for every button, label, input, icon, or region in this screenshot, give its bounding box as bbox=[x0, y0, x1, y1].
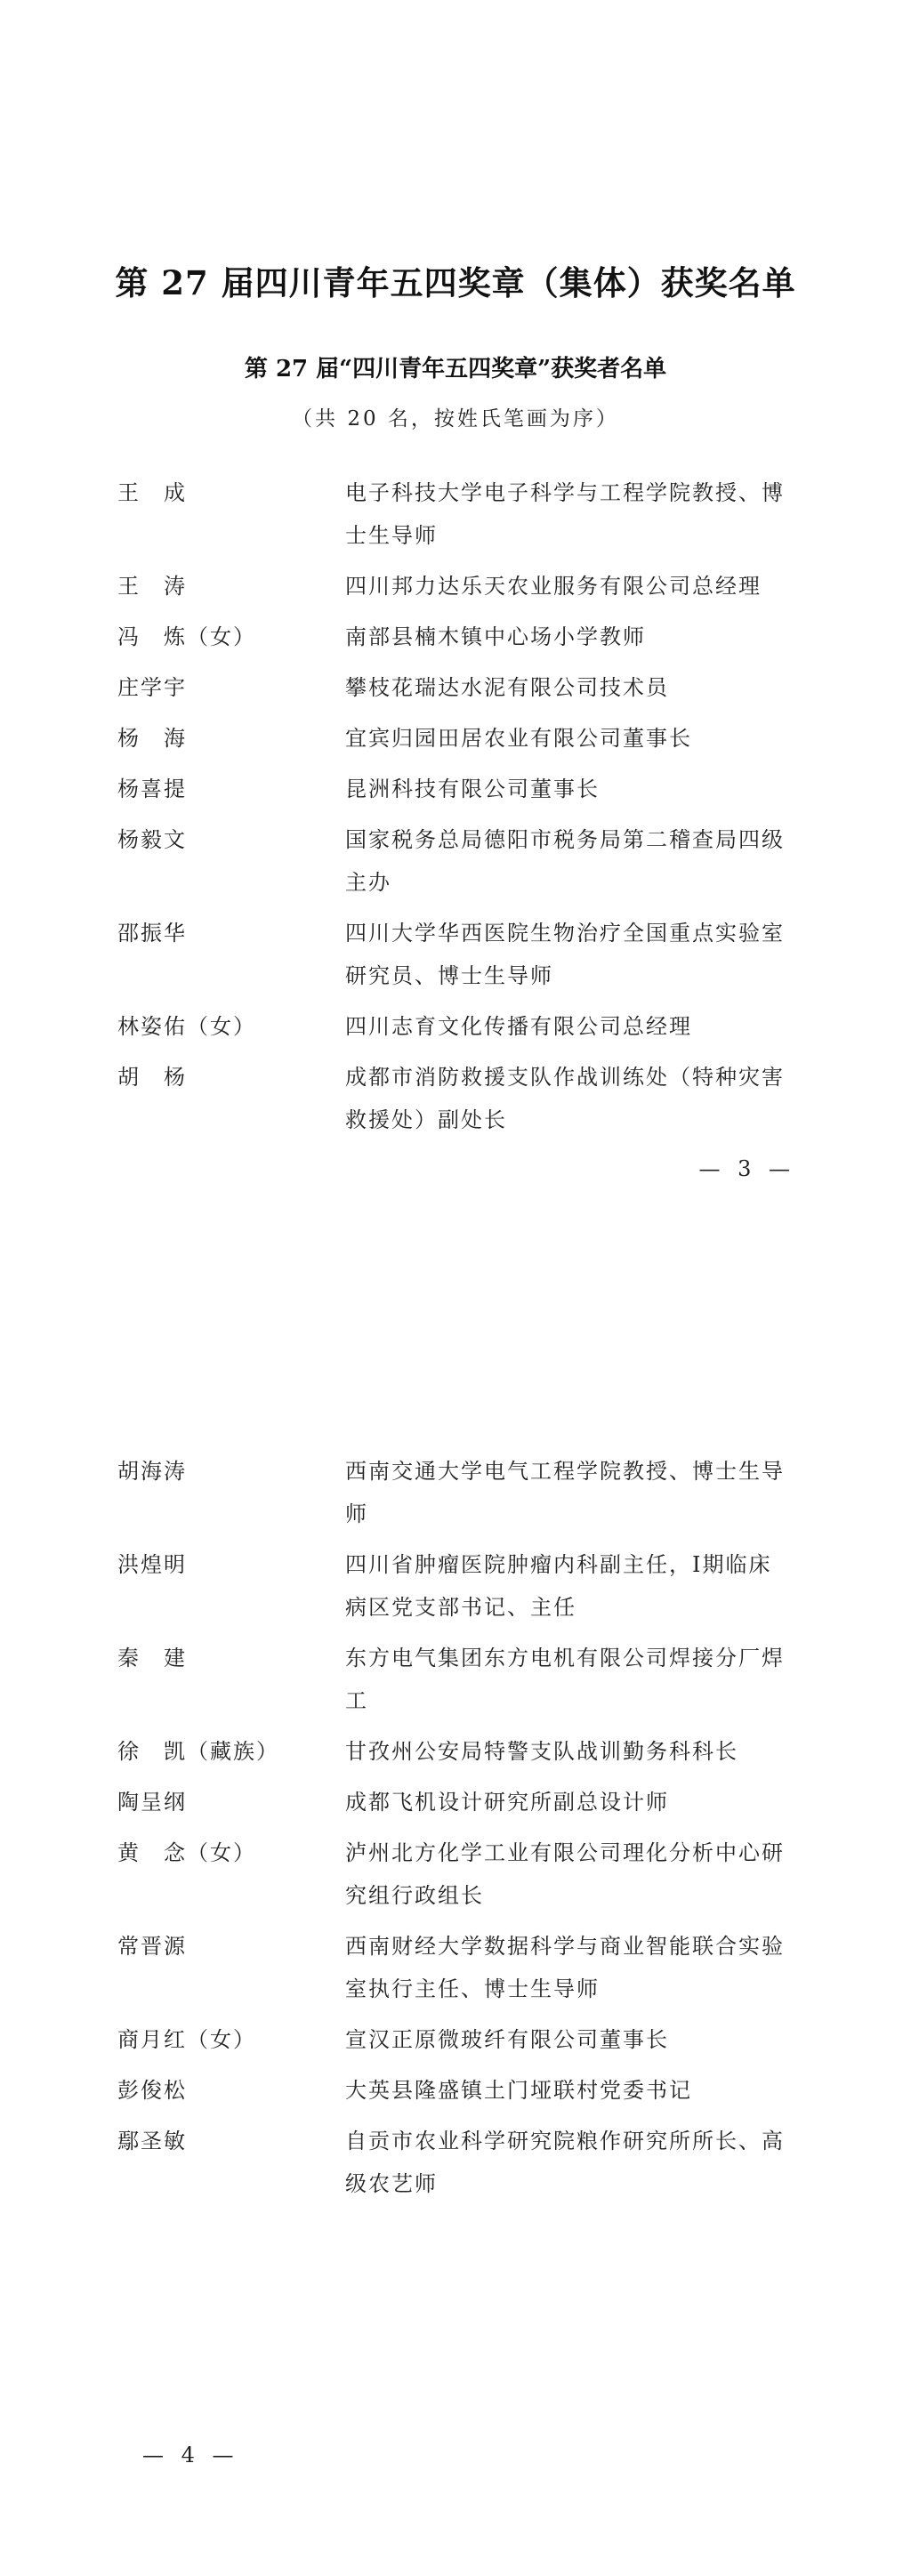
awardee-affiliation: 自贡市农业科学研究院粮作研究所所长、高级农艺师 bbox=[345, 2129, 785, 2196]
list-item bbox=[117, 1637, 794, 1722]
awardee-affiliation: 四川邦力达乐天农业服务有限公司总经理 bbox=[345, 574, 762, 599]
awardee-affiliation: 西南交通大学电气工程学院教授、博士生导师 bbox=[345, 1459, 785, 1526]
awardee-name: 杨 海 bbox=[117, 726, 187, 751]
awardee-name: 胡海涛 bbox=[117, 1459, 187, 1484]
awardee-name: 王 成 bbox=[117, 480, 187, 505]
awardee-name: 杨毅文 bbox=[117, 827, 187, 852]
page-number: — 4 — bbox=[142, 2443, 239, 2467]
sub-title: 第 27 届“四川青年五四奖章”获奖者名单 bbox=[244, 356, 667, 382]
list-item bbox=[117, 565, 794, 608]
list-item bbox=[117, 1450, 794, 1535]
main-title: 第 27 届四川青年五四奖章（集体）获奖名单 bbox=[115, 263, 796, 302]
awardee-affiliation: 国家税务总局德阳市税务局第二稽查局四级主办 bbox=[345, 827, 785, 895]
list-item bbox=[117, 666, 794, 709]
page-number: — 3 — bbox=[698, 1156, 795, 1181]
list-item bbox=[117, 1005, 794, 1048]
list-item bbox=[117, 1543, 794, 1629]
awardee-affiliation: 成都飞机设计研究所副总设计师 bbox=[345, 1790, 669, 1815]
awardee-affiliation: 四川省肿瘤医院肿瘤内科副主任，Ⅰ期临床病区党支部书记、主任 bbox=[345, 1552, 772, 1620]
list-item bbox=[117, 471, 794, 557]
awardee-name: 庄学宇 bbox=[117, 675, 187, 700]
awardee-name: 王 涛 bbox=[117, 574, 187, 599]
list-item bbox=[117, 1730, 794, 1773]
awardee-list bbox=[117, 1450, 794, 2205]
awardee-name: 徐 凯（藏族） bbox=[117, 1739, 279, 1764]
awardee-name: 胡 杨 bbox=[117, 1065, 187, 1090]
awardee-affiliation: 昆洲科技有限公司董事长 bbox=[345, 777, 600, 801]
awardee-affiliation: 甘孜州公安局特警支队战训勤务科科长 bbox=[345, 1739, 738, 1764]
list-item bbox=[117, 1781, 794, 1823]
awardee-affiliation: 东方电气集团东方电机有限公司焊接分厂焊工 bbox=[345, 1646, 785, 1713]
awardee-name: 洪煌明 bbox=[117, 1552, 187, 1577]
awardee-name: 邵振华 bbox=[117, 921, 187, 946]
awardee-name: 冯 炼（女） bbox=[117, 624, 256, 649]
list-item bbox=[117, 616, 794, 658]
awardee-affiliation: 四川志育文化传播有限公司总经理 bbox=[345, 1014, 692, 1039]
list-item bbox=[117, 1925, 794, 2010]
awardee-name: 杨喜提 bbox=[117, 777, 187, 801]
awardee-list bbox=[117, 471, 794, 1141]
list-item bbox=[117, 2120, 794, 2205]
list-item bbox=[117, 717, 794, 760]
awardee-name: 林姿佑（女） bbox=[117, 1014, 256, 1039]
awardee-affiliation: 宜宾归园田居农业有限公司董事长 bbox=[345, 726, 692, 751]
list-item bbox=[117, 1831, 794, 1917]
awardee-affiliation: 大英县隆盛镇土门垭联村党委书记 bbox=[345, 2078, 692, 2103]
list-item bbox=[117, 912, 794, 997]
awardee-name: 彭俊松 bbox=[117, 2078, 187, 2103]
awardee-affiliation: 南部县楠木镇中心场小学教师 bbox=[345, 624, 646, 649]
awardee-affiliation: 成都市消防救援支队作战训练处（特种灾害救援处）副处长 bbox=[345, 1065, 785, 1132]
awardee-affiliation: 四川大学华西医院生物治疗全国重点实验室研究员、博士生导师 bbox=[345, 921, 785, 988]
awardee-name: 秦 建 bbox=[117, 1646, 187, 1670]
awardee-name: 黄 念（女） bbox=[117, 1840, 256, 1865]
list-item bbox=[117, 2018, 794, 2061]
ordering-note: （共 20 名，按姓氏笔画为序） bbox=[292, 407, 619, 431]
awardee-name: 陶呈纲 bbox=[117, 1790, 187, 1815]
awardee-name: 常晋源 bbox=[117, 1934, 187, 1959]
awardee-affiliation: 电子科技大学电子科学与工程学院教授、博士生导师 bbox=[345, 480, 785, 548]
document-page-4 bbox=[0, 1288, 911, 2576]
awardee-affiliation: 西南财经大学数据科学与商业智能联合实验室执行主任、博士生导师 bbox=[345, 1934, 785, 2001]
list-item bbox=[117, 768, 794, 810]
awardee-affiliation: 宣汉正原微玻纤有限公司董事长 bbox=[345, 2027, 669, 2052]
awardee-name: 商月红（女） bbox=[117, 2027, 256, 2052]
list-item bbox=[117, 2069, 794, 2112]
awardee-name: 鄢圣敏 bbox=[117, 2129, 187, 2153]
list-item bbox=[117, 1056, 794, 1141]
list-item bbox=[117, 818, 794, 904]
awardee-affiliation: 攀枝花瑞达水泥有限公司技术员 bbox=[345, 675, 669, 700]
awardee-affiliation: 泸州北方化学工业有限公司理化分析中心研究组行政组长 bbox=[345, 1840, 785, 1908]
